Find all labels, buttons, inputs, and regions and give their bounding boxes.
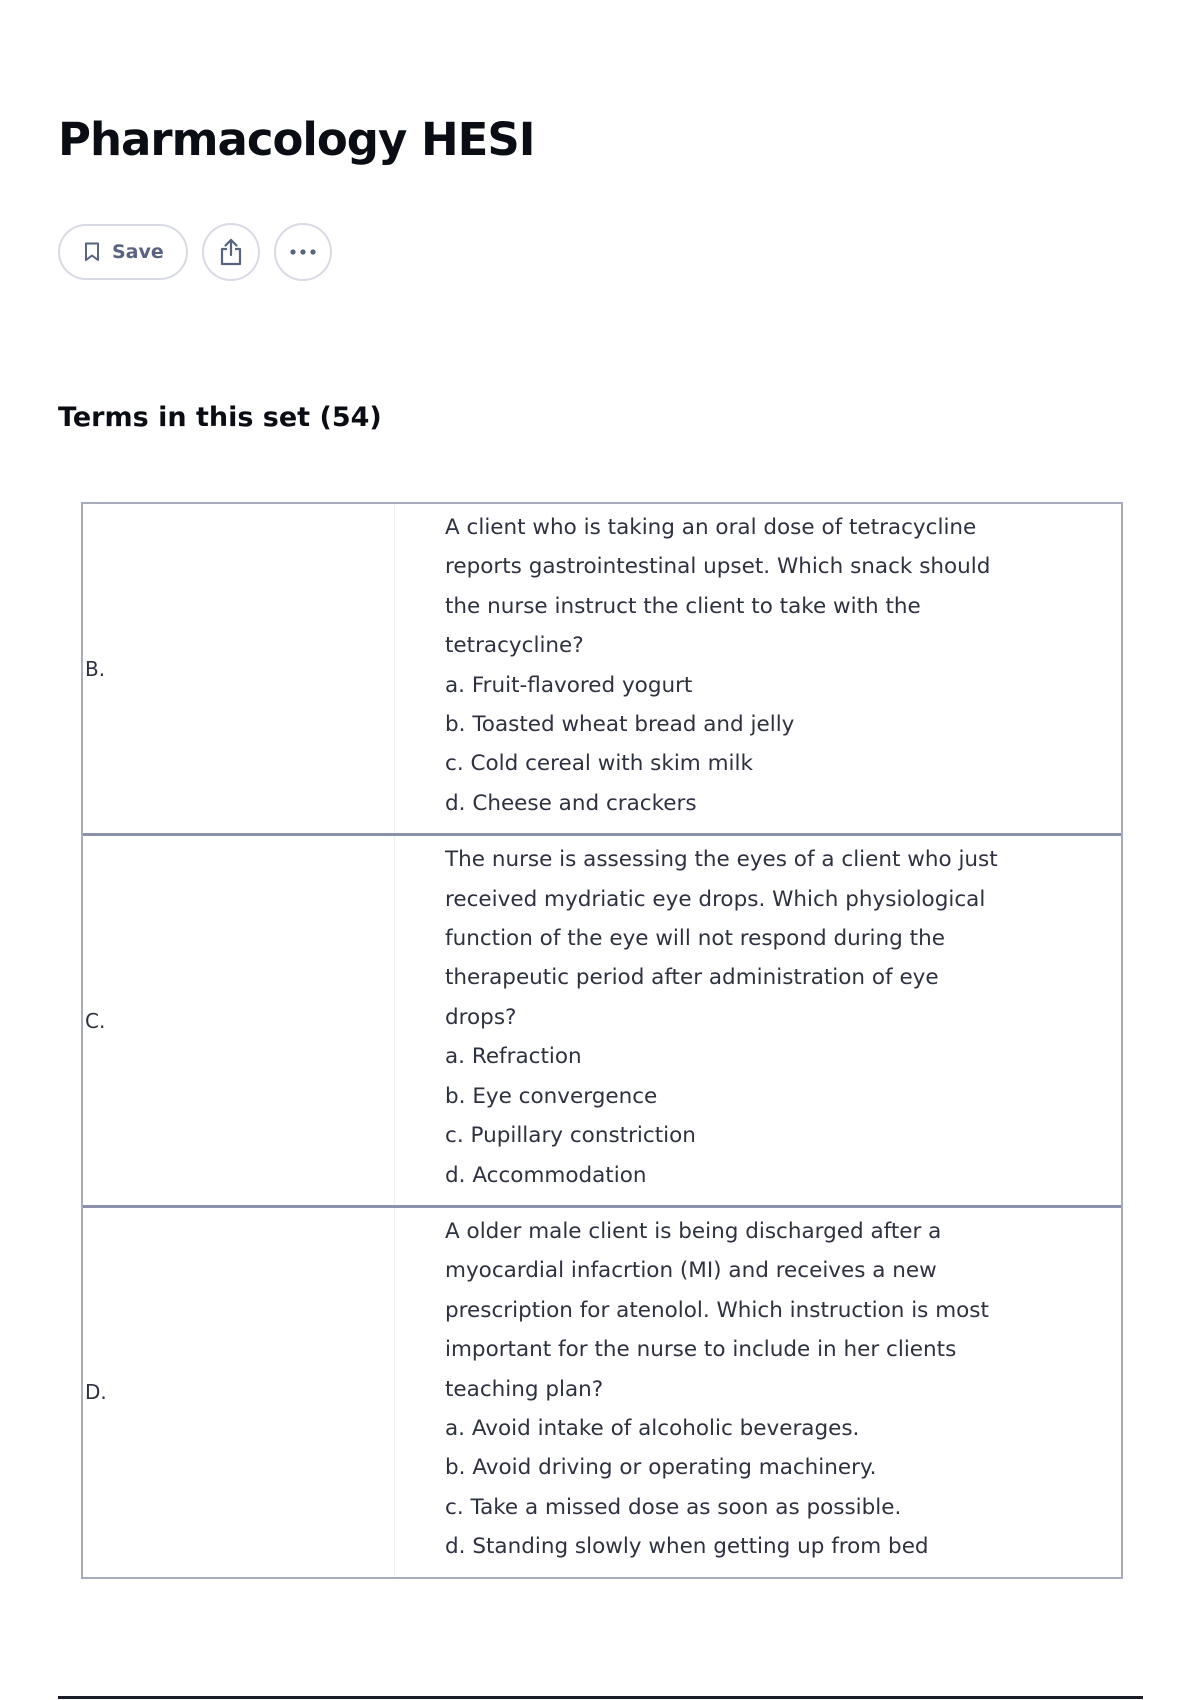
term-question	[395, 504, 1121, 833]
question-line: The nurse is assessing the eyes of a client who just	[445, 847, 998, 873]
option-line: a. Fruit-flavored yogurt	[445, 672, 693, 698]
question-line: teaching plan?	[445, 1376, 604, 1402]
option-line: d. Cheese and crackers	[445, 790, 697, 816]
question-line: A older male client is being discharged after a	[445, 1218, 942, 1244]
term-answer: D.	[83, 1208, 395, 1577]
option-line: a. Avoid intake of alcoholic beverages.	[445, 1415, 860, 1441]
set-action-bar	[58, 222, 332, 282]
question-line: prescription for atenolol. Which instruction is most	[445, 1297, 989, 1323]
share-button[interactable]	[202, 223, 260, 281]
term-row[interactable]	[83, 1205, 1121, 1577]
term-row[interactable]	[83, 833, 1121, 1205]
term-question	[395, 836, 1121, 1205]
option-line: d. Standing slowly when getting up from bed	[445, 1534, 929, 1560]
term-question	[395, 1208, 1121, 1577]
terms-table	[81, 502, 1123, 1579]
save-button[interactable]	[58, 224, 188, 280]
option-line: b. Toasted wheat bread and jelly	[445, 712, 795, 738]
option-line: a. Refraction	[445, 1044, 582, 1070]
question-line: therapeutic period after administration of eye	[445, 965, 939, 991]
option-line: c. Cold cereal with skim milk	[445, 751, 753, 777]
footer-divider	[58, 1696, 1143, 1699]
question-line: important for the nurse to include in her clients	[445, 1337, 957, 1363]
question-line: received mydriatic eye drops. Which physiological	[445, 886, 986, 912]
more-options-icon	[289, 248, 317, 256]
question-line: tetracycline?	[445, 633, 584, 659]
question-line: the nurse instruct the client to take with the	[445, 593, 921, 619]
share-icon	[218, 238, 244, 266]
terms-heading: Terms in this set (54)	[58, 402, 382, 433]
question-line: drops?	[445, 1004, 517, 1030]
question-line: A client who is taking an oral dose of tetracycline	[445, 515, 977, 540]
question-line: myocardial infacrtion (MI) and receives a new	[445, 1258, 937, 1284]
term-answer: B.	[83, 504, 395, 833]
option-line: c. Pupillary constriction	[445, 1123, 696, 1149]
option-line: b. Eye convergence	[445, 1083, 658, 1109]
term-answer: C.	[83, 836, 395, 1205]
option-line: c. Take a missed dose as soon as possible.	[445, 1494, 902, 1520]
question-line: function of the eye will not respond during the	[445, 926, 945, 952]
bookmark-icon	[84, 242, 100, 262]
option-line: d. Accommodation	[445, 1162, 647, 1188]
question-line: reports gastrointestinal upset. Which snack should	[445, 554, 991, 580]
more-options-button[interactable]	[274, 223, 332, 281]
save-button-label: Save	[112, 241, 164, 263]
page-title: Pharmacology HESI	[58, 113, 535, 166]
term-row[interactable]	[83, 504, 1121, 833]
option-line: b. Avoid driving or operating machinery.	[445, 1455, 877, 1481]
